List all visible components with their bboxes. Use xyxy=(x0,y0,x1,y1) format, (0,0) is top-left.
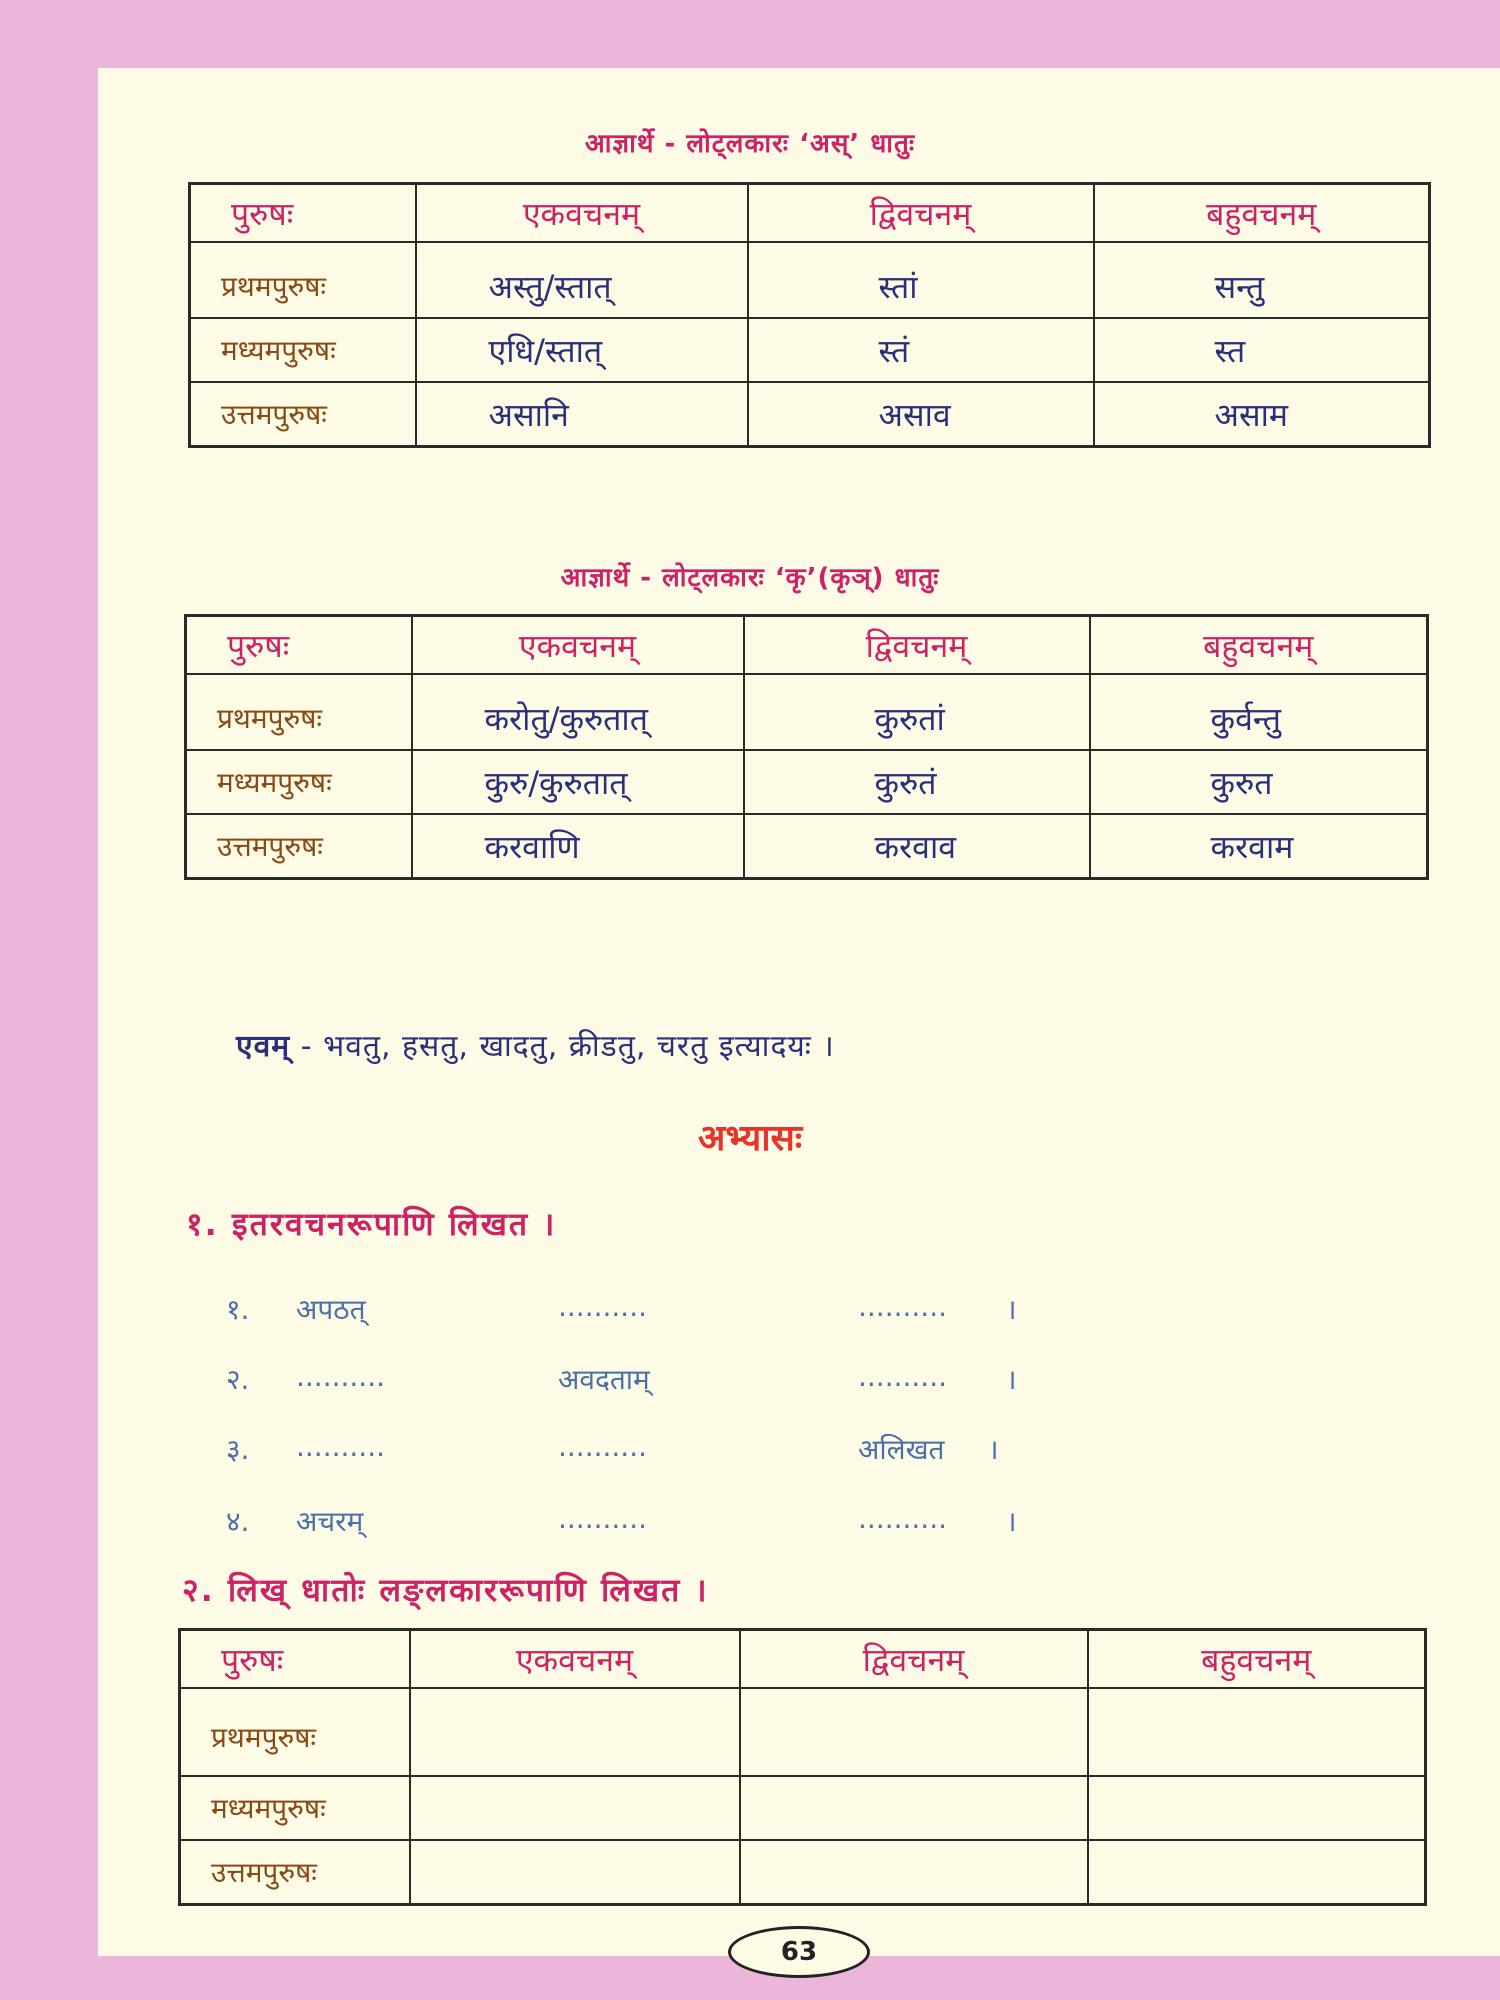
table2-caption: आज्ञार्थे - लोट्लकारः ‘कृ’(कृञ्) धातुः xyxy=(560,563,940,593)
answer-cell[interactable] xyxy=(1088,1840,1426,1905)
row-number: २. xyxy=(226,1363,250,1396)
table2 xyxy=(184,614,1429,880)
table-cell: स्तां xyxy=(748,242,1094,318)
answer-cell[interactable] xyxy=(1088,1776,1426,1840)
table1-header: एकवचनम् xyxy=(416,184,748,243)
table-cell: एधि/स्तात् xyxy=(416,318,748,382)
row-label: उत्तमपुरुषः xyxy=(190,382,416,447)
row-danda: । xyxy=(1006,1505,1017,1538)
row-label: मध्यमपुरुषः xyxy=(186,750,412,814)
table-cell: करोतु/कुरुतात् xyxy=(412,674,744,750)
exercise-heading: अभ्यासः xyxy=(697,1118,803,1159)
table2-header: पुरुषः xyxy=(186,616,412,675)
row-item: अवदताम् xyxy=(558,1363,650,1396)
table-row xyxy=(186,750,1428,814)
table1-header: द्विवचनम् xyxy=(748,184,1094,243)
row-item: .......... xyxy=(558,1290,648,1323)
answer-cell[interactable] xyxy=(740,1688,1088,1776)
row-item: अलिखत xyxy=(858,1433,945,1466)
answer-cell[interactable] xyxy=(410,1776,740,1840)
table2-header: बहुवचनम् xyxy=(1090,616,1428,675)
row-number: ३. xyxy=(226,1433,250,1466)
table-cell: अस्तु/स्तात् xyxy=(416,242,748,318)
row-item: .......... xyxy=(296,1430,386,1463)
row-item: .......... xyxy=(558,1502,648,1535)
evam-text: - भवतु, हसतु, खादतु, क्रीडतु, चरतु इत्यादयः । xyxy=(290,1029,835,1064)
table1-caption: आज्ञार्थे - लोट्लकारः ‘अस्’ धातुः xyxy=(584,129,916,159)
q2-header: बहुवचनम् xyxy=(1088,1630,1426,1689)
answer-cell[interactable] xyxy=(740,1776,1088,1840)
row-danda: । xyxy=(1006,1363,1017,1396)
table-cell: करवाव xyxy=(744,814,1090,879)
table-cell: असाव xyxy=(748,382,1094,447)
q2-header: पुरुषः xyxy=(180,1630,410,1689)
table-cell: असानि xyxy=(416,382,748,447)
table-cell: कुरु/कुरुतात् xyxy=(412,750,744,814)
row-label: उत्तमपुरुषः xyxy=(186,814,412,879)
table-cell: कुरुत xyxy=(1090,750,1428,814)
row-item: .......... xyxy=(296,1360,386,1393)
row-label: उत्तमपुरुषः xyxy=(180,1840,410,1905)
q2-header: एकवचनम् xyxy=(410,1630,740,1689)
answer-cell[interactable] xyxy=(410,1840,740,1905)
table-row xyxy=(190,318,1430,382)
table-cell: कुरुतं xyxy=(744,750,1090,814)
table-row xyxy=(180,1688,1426,1776)
row-item: .......... xyxy=(558,1430,648,1463)
row-label: मध्यमपुरुषः xyxy=(180,1776,410,1840)
row-number: ४. xyxy=(226,1505,250,1538)
row-number: १. xyxy=(226,1293,250,1326)
table2-header: एकवचनम् xyxy=(412,616,744,675)
table-row xyxy=(180,1776,1426,1840)
q2-table xyxy=(178,1628,1427,1906)
answer-cell[interactable] xyxy=(410,1688,740,1776)
table2-header: द्विवचनम् xyxy=(744,616,1090,675)
row-item: .......... xyxy=(858,1360,948,1393)
table-cell: स्त xyxy=(1094,318,1430,382)
q2-header-row xyxy=(180,1630,1426,1689)
evam-line xyxy=(236,1024,835,1065)
table-cell: असाम xyxy=(1094,382,1430,447)
evam-label: एवम् xyxy=(236,1029,291,1064)
q2-title: २. लिख् धातोः लङ्लकाररूपाणि लिखत । xyxy=(182,1571,709,1609)
table-row xyxy=(186,814,1428,879)
row-danda: । xyxy=(1006,1293,1017,1326)
table-cell: स्तं xyxy=(748,318,1094,382)
table-cell: कुर्वन्तु xyxy=(1090,674,1428,750)
table1 xyxy=(188,182,1431,448)
table-cell: सन्तु xyxy=(1094,242,1430,318)
answer-cell[interactable] xyxy=(1088,1688,1426,1776)
row-danda: । xyxy=(988,1433,999,1466)
table-row xyxy=(190,382,1430,447)
row-item: .......... xyxy=(858,1290,948,1323)
answer-cell[interactable] xyxy=(740,1840,1088,1905)
table-row xyxy=(180,1840,1426,1905)
row-label: प्रथमपुरुषः xyxy=(190,242,416,318)
q1-title: १. इतरवचनरूपाणि लिखत । xyxy=(186,1205,557,1243)
table1-header: पुरुषः xyxy=(190,184,416,243)
row-item: .......... xyxy=(858,1502,948,1535)
table1-header-row xyxy=(190,184,1430,243)
row-label: मध्यमपुरुषः xyxy=(190,318,416,382)
table2-header-row xyxy=(186,616,1428,675)
table-cell: करवाम xyxy=(1090,814,1428,879)
table-row xyxy=(186,674,1428,750)
row-label: प्रथमपुरुषः xyxy=(180,1688,410,1776)
row-item: अचरम् xyxy=(296,1505,364,1538)
table-row xyxy=(190,242,1430,318)
table-cell: कुरुतां xyxy=(744,674,1090,750)
row-item: अपठत् xyxy=(296,1293,366,1326)
q2-header: द्विवचनम् xyxy=(740,1630,1088,1689)
table1-header: बहुवचनम् xyxy=(1094,184,1430,243)
row-label: प्रथमपुरुषः xyxy=(186,674,412,750)
page-number: 63 xyxy=(728,1926,870,1978)
table-cell: करवाणि xyxy=(412,814,744,879)
